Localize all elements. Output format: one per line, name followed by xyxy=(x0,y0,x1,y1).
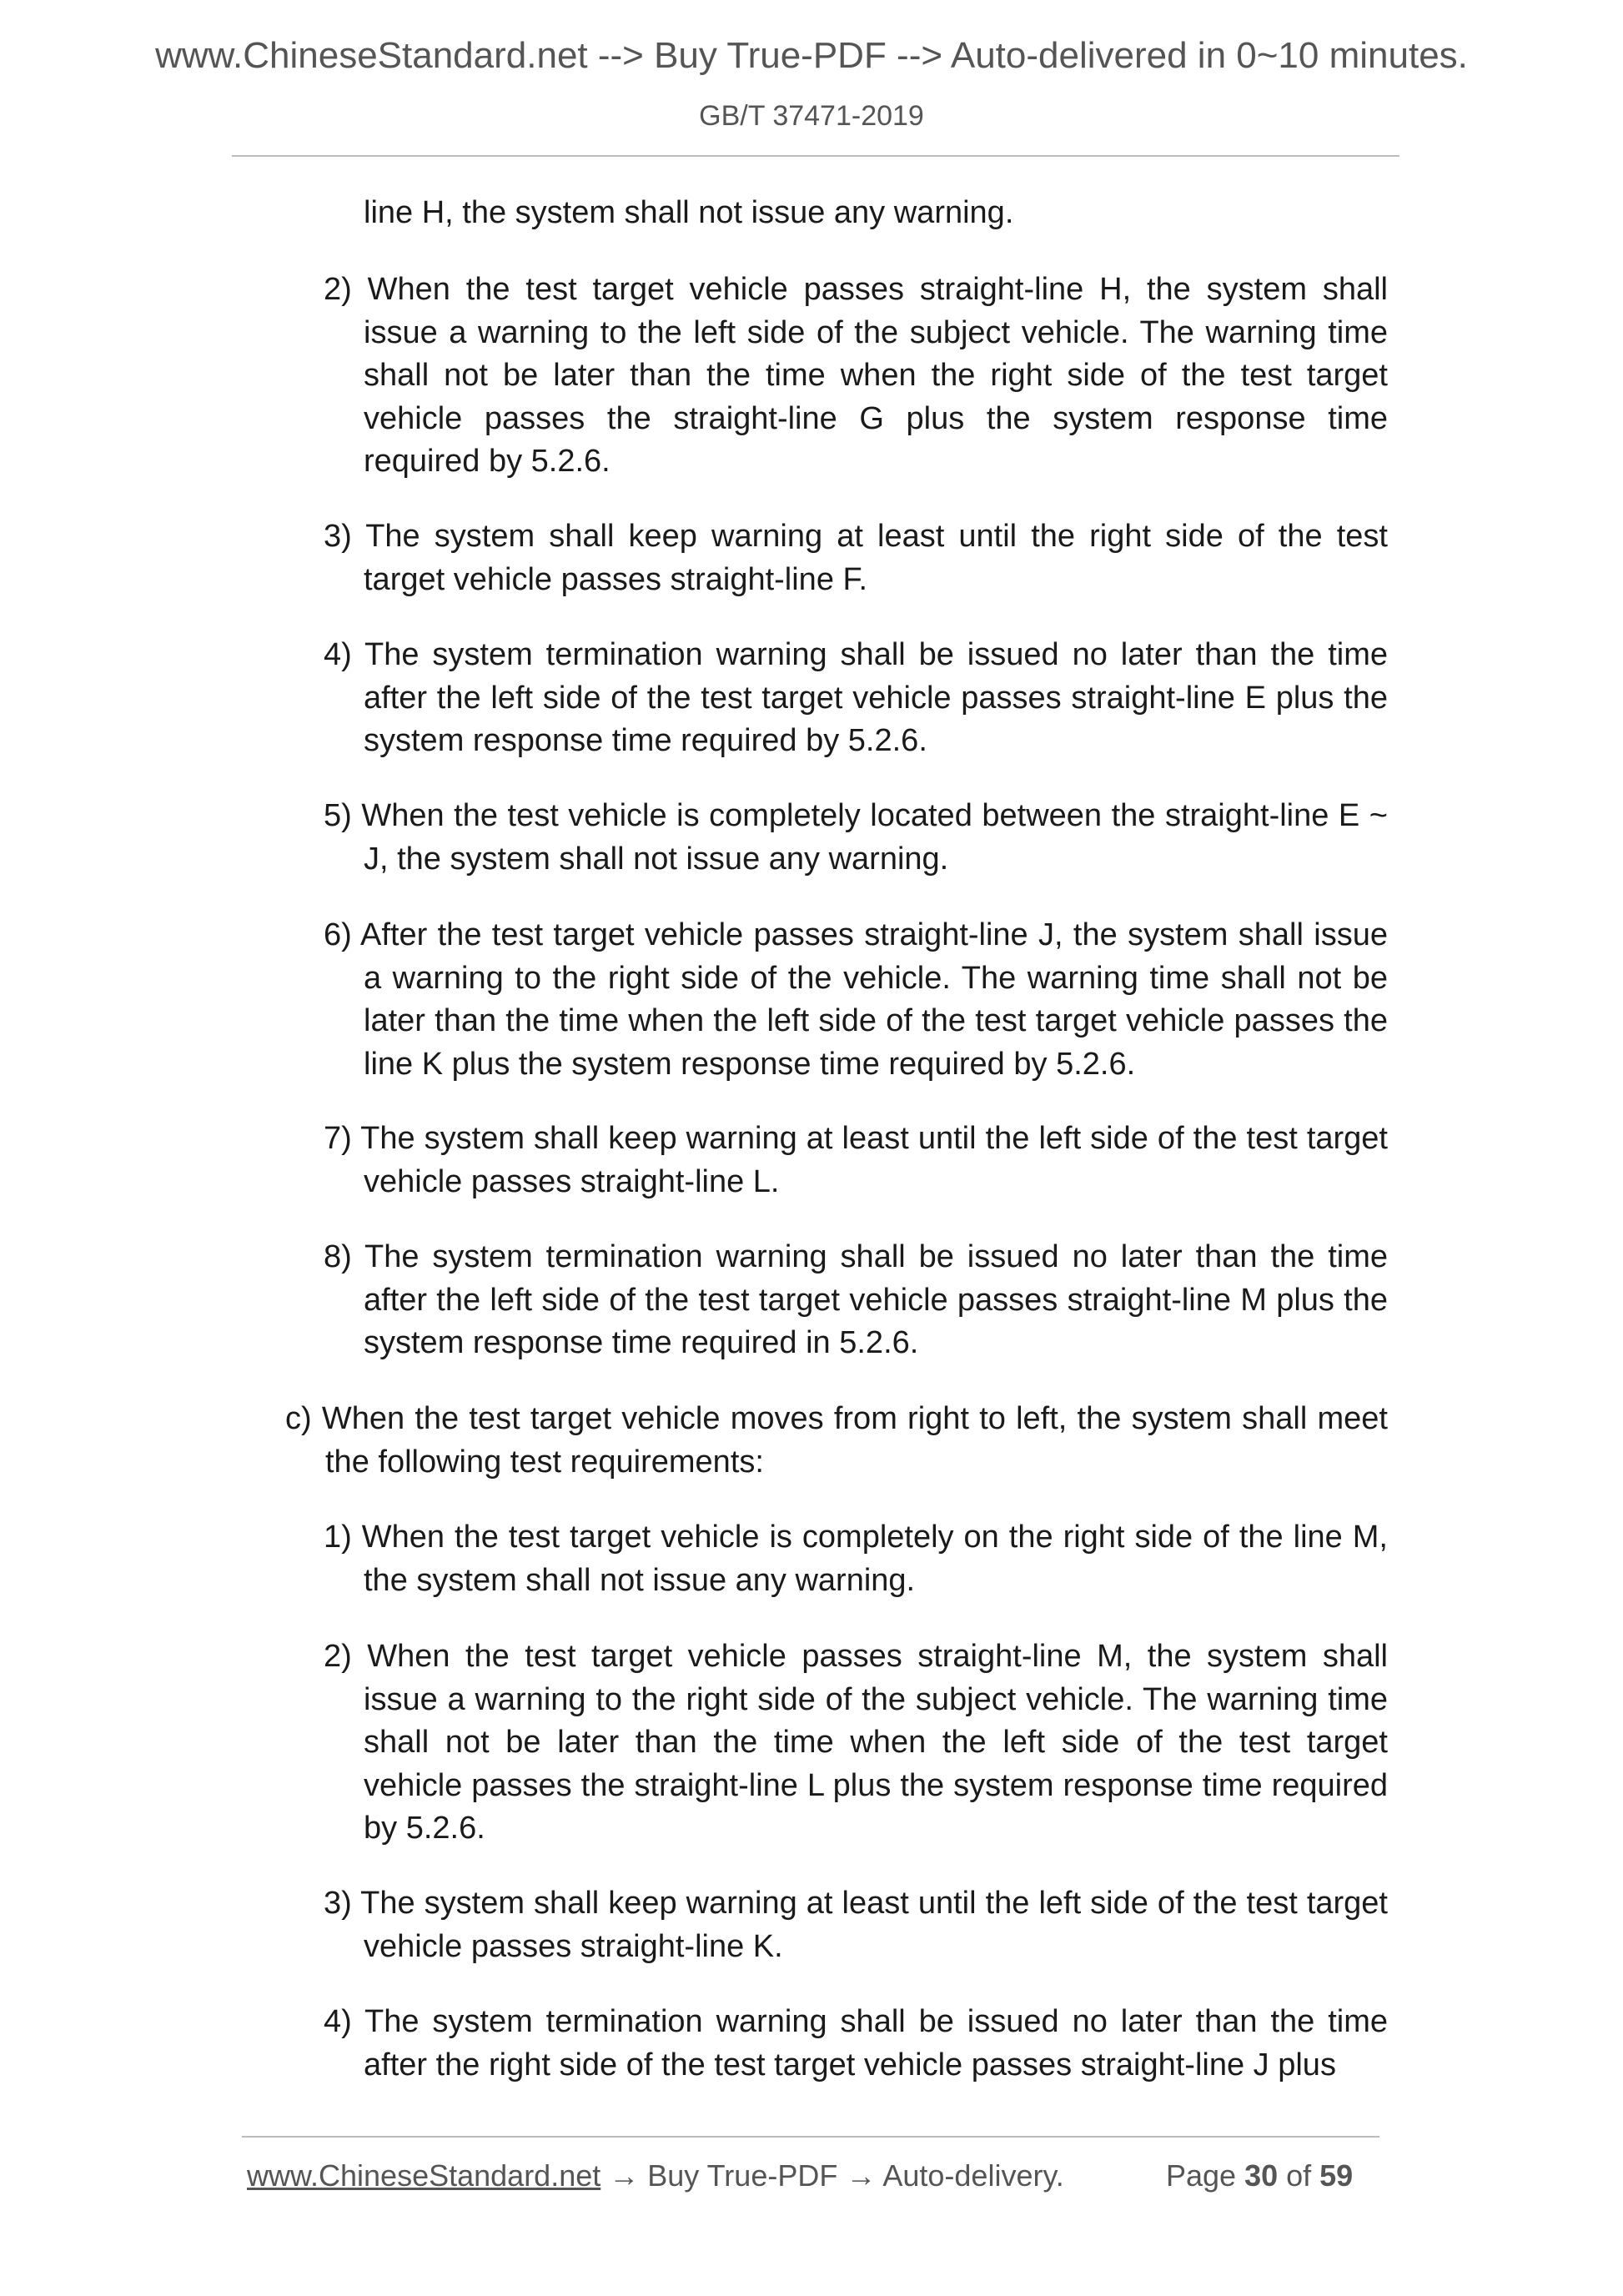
footer-arrow-1: → xyxy=(600,2158,648,2193)
list-item-c1: 1) When the test target vehicle is completely on the right side of the line M, the system shall not issue any warning. xyxy=(324,1520,1388,1598)
page-label: Page xyxy=(1166,2158,1245,2193)
list-item-b3: 3) The system shall keep warning at least until the right side of the test target vehicle passes straight-line F. xyxy=(324,519,1388,597)
footer-auto-text: Auto-delivery. xyxy=(882,2158,1064,2193)
standard-number: GB/T 37471-2019 xyxy=(699,100,924,132)
list-item-b6: 6) After the test target vehicle passes straight-line J, the system shall issue a warning to the right side of the vehicle. The warning time shall not be later than the time when the left side of the test target vehicle passes the line K plus the system response time required by 5.2.6. xyxy=(324,917,1388,1082)
list-item-b8: 8) The system termination warning shall be issued no later than the time after the left side of the test target vehicle passes straight-line M plus the system response time required in 5.2.6. xyxy=(324,1239,1388,1360)
list-item-b4: 4) The system termination warning shall be issued no later than the time after the left side of the test target vehicle passes straight-line E plus the system response time required by 5.2.6. xyxy=(324,637,1388,758)
footer-links xyxy=(247,2158,1064,2193)
page-indicator xyxy=(1166,2158,1353,2193)
page-number: 30 xyxy=(1244,2158,1279,2193)
header-divider xyxy=(232,155,1399,157)
paragraph-continuation: line H, the system shall not issue any warning. xyxy=(364,195,1014,230)
list-item-c4: 4) The system termination warning shall be issued no later than the time after the right side of the test target vehicle passes straight-line J plus xyxy=(324,2004,1388,2082)
footer-arrow-2: → xyxy=(837,2158,883,2193)
list-item-c3: 3) The system shall keep warning at least until the left side of the test target vehicle passes straight-line K. xyxy=(324,1886,1388,1964)
list-item-b7: 7) The system shall keep warning at least until the left side of the test target vehicle passes straight-line L. xyxy=(324,1121,1388,1199)
footer-site-link[interactable]: www.ChineseStandard.net xyxy=(247,2158,601,2193)
list-item-b2: 2) When the test target vehicle passes straight-line H, the system shall issue a warning to the left side of the subject vehicle. The warning time shall not be later than the time when the right side of the test target vehicle passes the straight-line G plus the system response time required by 5.2.6. xyxy=(324,272,1388,479)
header-banner: www.ChineseStandard.net --> Buy True-PDF --> Auto-delivered in 0~10 minutes. xyxy=(155,35,1468,76)
footer-divider xyxy=(242,2136,1379,2138)
list-item-b5: 5) When the test vehicle is completely located between the straight-line E ~ J, the system shall not issue any warning. xyxy=(324,798,1388,877)
page-total: 59 xyxy=(1319,2158,1354,2193)
list-item-c: c) When the test target vehicle moves from right to left, the system shall meet the following test requirements: xyxy=(285,1401,1388,1480)
of-label: of xyxy=(1278,2158,1320,2193)
list-item-c2: 2) When the test target vehicle passes straight-line M, the system shall issue a warning to the right side of the subject vehicle. The warning time shall not be later than the time when the left side of the test target vehicle passes the straight-line L plus the system response time required by 5.2.6. xyxy=(324,1639,1388,1846)
footer-buy-text: Buy True-PDF xyxy=(647,2158,838,2193)
